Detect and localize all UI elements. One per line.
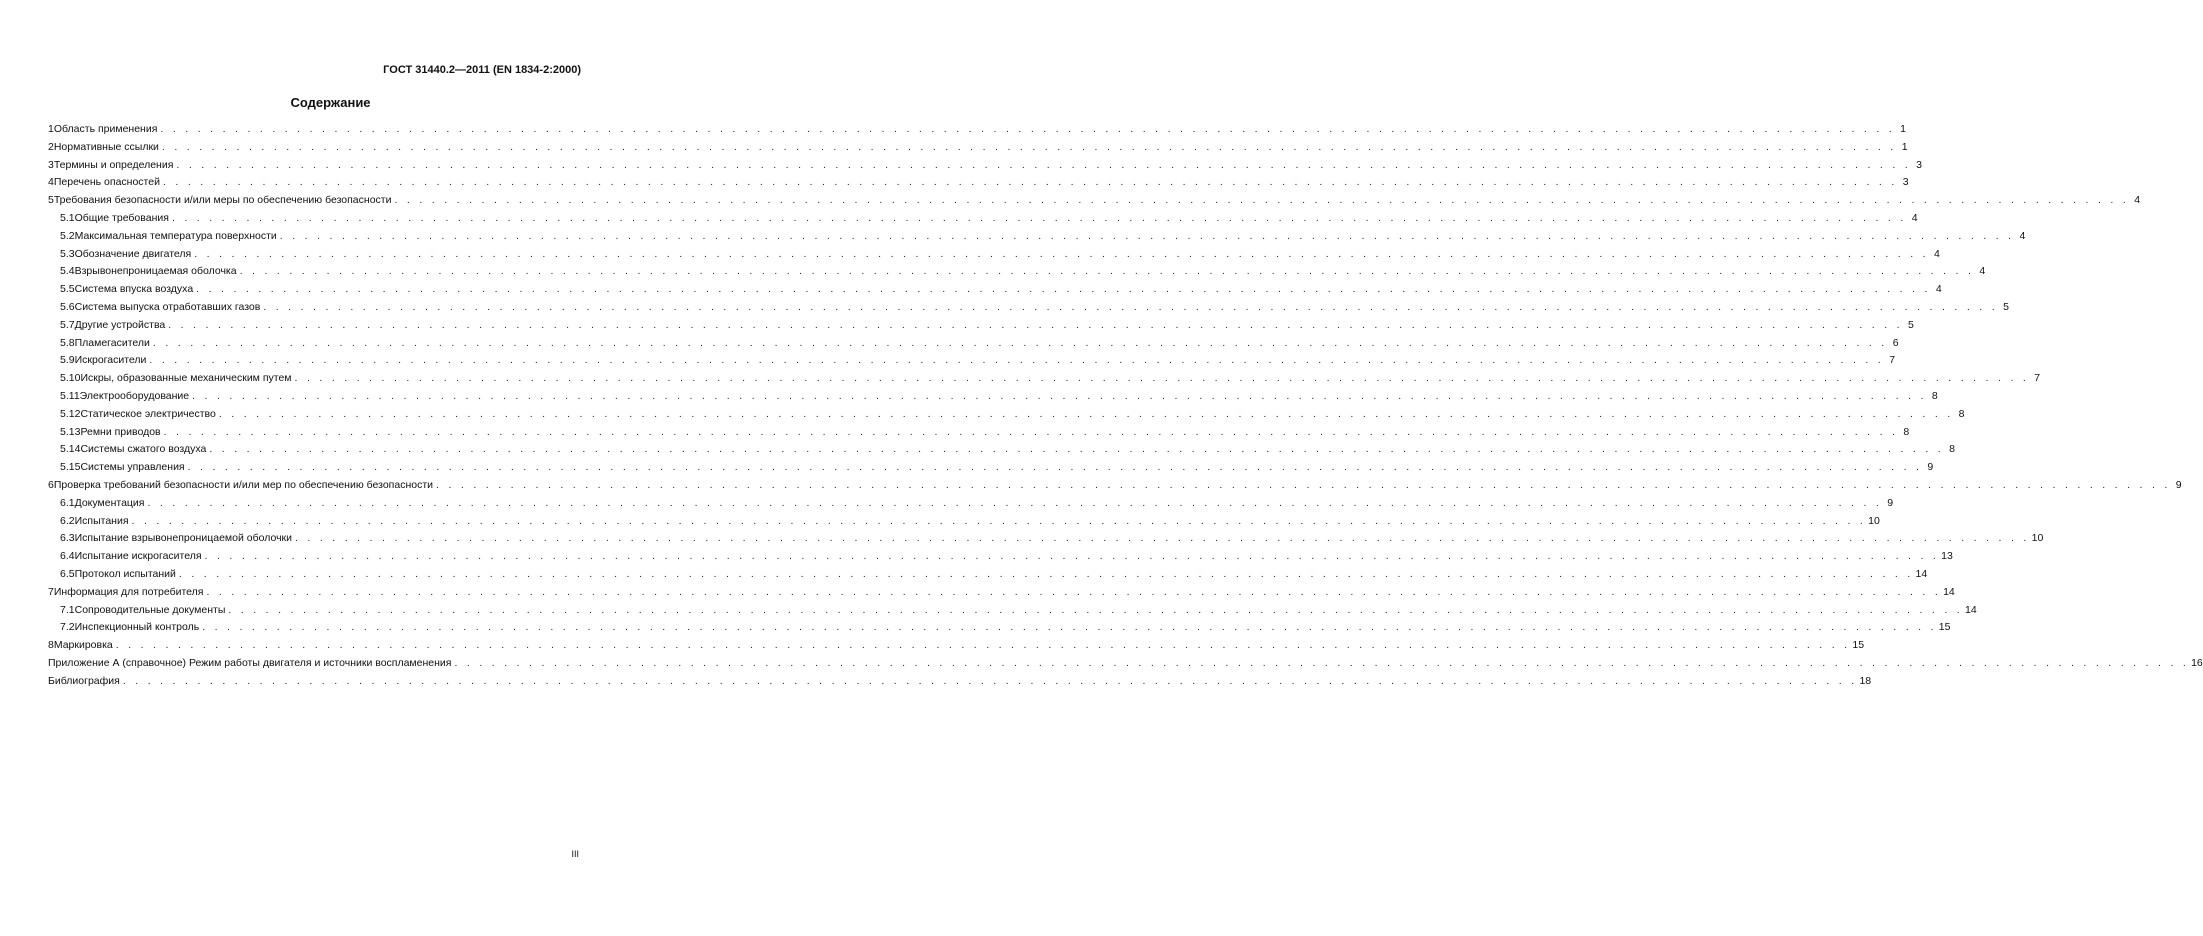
toc-entry[interactable] — [48, 352, 1896, 370]
toc-entry-title: Испытание искрогасителя — [74, 550, 202, 563]
toc-entry[interactable] — [48, 263, 1986, 281]
toc-entry-number: 5.9 — [60, 354, 75, 367]
toc-entry-title: Искрогасители — [74, 354, 147, 367]
toc-entry-number: 6.4 — [60, 550, 75, 563]
toc-entry-title: Другие устройства — [74, 318, 166, 331]
toc-entry[interactable] — [48, 370, 2041, 388]
toc-dot-leader: . . . . . . . . . . . . . . . . . . . . . . . . . . . . . . . . . . . . . . . . . . . . . . . . . . . . . . . . . . . . . . . . . . . . . . . . . . . . . . . . . . . . . . . . . . . . . . . . . . . . . . . . . . . . . . . . . . . . . . . . . . . . . . . . . . . . . . . . . . . . — [160, 123, 1896, 135]
toc-entry-number: 5.14 — [60, 443, 81, 456]
toc-entry-page: 10 — [1868, 514, 1880, 527]
toc-entry-page: 8 — [1931, 389, 1938, 402]
toc-entry-title: Инспекционный контроль — [74, 621, 200, 634]
toc-dot-leader: . . . . . . . . . . . . . . . . . . . . . . . . . . . . . . . . . . . . . . . . . . . . . . . . . . . . . . . . . . . . . . . . . . . . . . . . . . . . . . . . . . . . . . . . . . . . . . . . . . . . . . . . . . . . . . . . . . . . . . . . . . . . . . . . . . . . . . . . . . . . — [147, 496, 1883, 509]
toc-dot-leader: . . . . . . . . . . . . . . . . . . . . . . . . . . . . . . . . . . . . . . . . . . . . . . . . . . . . . . . . . . . . . . . . . . . . . . . . . . . . . . . . . . . . . . . . . . . . . . . . . . . . . . . . . . . . . . . . . . . . . . . . . . . . . . . . . . . . . . . . . . . . — [295, 532, 2030, 545]
toc-entry-page: 13 — [1941, 550, 1953, 563]
toc-entry-title: Область применения — [53, 123, 158, 135]
toc-dot-leader: . . . . . . . . . . . . . . . . . . . . . . . . . . . . . . . . . . . . . . . . . . . . . . . . . . . . . . . . . . . . . . . . . . . . . . . . . . . . . . . . . . . . . . . . . . . . . . . . . . . . . . . . . . . . . . . . . . . . . . . . . . . . . . . . . . . . . . . . . . . . — [131, 514, 1867, 527]
toc-entry-page: 16 — [2191, 656, 2203, 669]
toc-entry-title: Пламегасители — [74, 336, 150, 349]
toc-entry-page: 5 — [2003, 300, 2009, 313]
toc-entry-page: 4 — [1934, 247, 1940, 260]
toc-dot-leader: . . . . . . . . . . . . . . . . . . . . . . . . . . . . . . . . . . . . . . . . . . . . . . . . . . . . . . . . . . . . . . . . . . . . . . . . . . . . . . . . . . . . . . . . . . . . . . . . . . . . . . . . . . . . . . . . . . . . . . . . . . . . . . . . . . . . . . . . . . . . — [454, 656, 2190, 669]
toc-dot-leader: . . . . . . . . . . . . . . . . . . . . . . . . . . . . . . . . . . . . . . . . . . . . . . . . . . . . . . . . . . . . . . . . . . . . . . . . . . . . . . . . . . . . . . . . . . . . . . . . . . . . . . . . . . . . . . . . . . . . . . . . . . . . . . . . . . . . . . . . . . . . — [218, 407, 1954, 420]
toc-entry-page: 7 — [1889, 354, 1896, 367]
toc-entry[interactable] — [48, 459, 1934, 477]
toc-entry-number: 5.13 — [60, 425, 81, 438]
toc-entry-title: Система выпуска отработавших газов — [74, 300, 261, 313]
toc-entry[interactable] — [48, 424, 1910, 442]
toc-entry[interactable] — [48, 157, 1922, 175]
toc-dot-leader: . . . . . . . . . . . . . . . . . . . . . . . . . . . . . . . . . . . . . . . . . . . . . . . . . . . . . . . . . . . . . . . . . . . . . . . . . . . . . . . . . . . . . . . . . . . . . . . . . . . . . . . . . . . . . . . . . . . . . . . . . . . . . . . . . . . . . . . . . . . . — [122, 674, 1858, 687]
toc-entry-page: 4 — [2019, 229, 2026, 242]
toc-dot-leader: . . . . . . . . . . . . . . . . . . . . . . . . . . . . . . . . . . . . . . . . . . . . . . . . . . . . . . . . . . . . . . . . . . . . . . . . . . . . . . . . . . . . . . . . . . . . . . . . . . . . . . . . . . . . . . . . . . . . . . . . . . . . . . . . . . . . . . . . . . . . — [149, 354, 1885, 367]
toc-entry-title: Приложение А (справочное) Режим работы двигателя и источники воспламенения — [48, 656, 452, 669]
toc-entry[interactable] — [48, 441, 1955, 459]
toc-dot-leader: . . . . . . . . . . . . . . . . . . . . . . . . . . . . . . . . . . . . . . . . . . . . . . . . . . . . . . . . . . . . . . . . . . . . . . . . . . . . . . . . . . . . . . . . . . . . . . . . . . . . . . . . . . . . . . . . . . . . . . . . . . . . . . . . . . . . . . . . . . . . — [206, 585, 1942, 598]
toc-entry-number: 5.5 — [60, 283, 75, 296]
toc-dot-leader: . . . . . . . . . . . . . . . . . . . . . . . . . . . . . . . . . . . . . . . . . . . . . . . . . . . . . . . . . . . . . . . . . . . . . . . . . . . . . . . . . . . . . . . . . . . . . . . . . . . . . . . . . . . . . . . . . . . . . . . . . . . . . . . . . . . . . . . . . . . . — [202, 621, 1937, 634]
toc-entry-title: Документация — [74, 496, 145, 509]
toc-title: Содержание — [290, 95, 371, 110]
toc-entry-title: Перечень опасностей — [53, 176, 160, 189]
toc-dot-leader: . . . . . . . . . . . . . . . . . . . . . . . . . . . . . . . . . . . . . . . . . . . . . . . . . . . . . . . . . . . . . . . . . . . . . . . . . . . . . . . . . . . . . . . . . . . . . . . . . . . . . . . . . . . . . . . . . . . . . . . . . . . . . . . . . . . . . . . . . . . . — [294, 372, 2030, 385]
toc-entry-title: Термины и определения — [53, 158, 174, 171]
toc-entry-number: 8 — [48, 639, 54, 652]
toc-dot-leader: . . . . . . . . . . . . . . . . . . . . . . . . . . . . . . . . . . . . . . . . . . . . . . . . . . . . . . . . . . . . . . . . . . . . . . . . . . . . . . . . . . . . . . . . . . . . . . . . . . . . . . . . . . . . . . . . . . . . . . . . . . . . . . . . . . . . . . . . . . . . — [162, 176, 1898, 189]
toc-dot-leader: . . . . . . . . . . . . . . . . . . . . . . . . . . . . . . . . . . . . . . . . . . . . . . . . . . . . . . . . . . . . . . . . . . . . . . . . . . . . . . . . . . . . . . . . . . . . . . . . . . . . . . . . . . . . . . . . . . . . . . . . . . . . . . . . . . . . . . . . . . . . — [187, 461, 1923, 474]
toc-dot-leader: . . . . . . . . . . . . . . . . . . . . . . . . . . . . . . . . . . . . . . . . . . . . . . . . . . . . . . . . . . . . . . . . . . . . . . . . . . . . . . . . . . . . . . . . . . . . . . . . . . . . . . . . . . . . . . . . . . . . . . . . . . . . . . . . . . . . . . . . . . . . — [436, 478, 2171, 491]
toc-dot-leader: . . . . . . . . . . . . . . . . . . . . . . . . . . . . . . . . . . . . . . . . . . . . . . . . . . . . . . . . . . . . . . . . . . . . . . . . . . . . . . . . . . . . . . . . . . . . . . . . . . . . . . . . . . . . . . . . . . . . . . . . . . . . . . . . . . . . . . . . . . . . — [196, 283, 1931, 296]
toc-entry-page: 14 — [1964, 603, 1977, 616]
toc-entry-number: 5 — [48, 194, 54, 207]
toc-entry-number: 6.5 — [60, 567, 75, 580]
toc-dot-leader: . . . . . . . . . . . . . . . . . . . . . . . . . . . . . . . . . . . . . . . . . . . . . . . . . . . . . . . . . . . . . . . . . . . . . . . . . . . . . . . . . . . . . . . . . . . . . . . . . . . . . . . . . . . . . . . . . . . . . . . . . . . . . . . . . . . . . . . . . . . . — [168, 318, 1903, 331]
toc-entry-page: 14 — [1943, 585, 1955, 598]
toc-entry-title: Нормативные ссылки — [53, 140, 159, 153]
toc-entry-number: 5.6 — [60, 300, 75, 313]
toc-entry[interactable] — [48, 246, 1940, 264]
toc-entry-title: Общие требования — [74, 211, 169, 224]
toc-dot-leader: . . . . . . . . . . . . . . . . . . . . . . . . . . . . . . . . . . . . . . . . . . . . . . . . . . . . . . . . . . . . . . . . . . . . . . . . . . . . . . . . . . . . . . . . . . . . . . . . . . . . . . . . . . . . . . . . . . . . . . . . . . . . . . . . . . . . . . . . . . . . — [209, 443, 1944, 456]
toc-dot-leader: . . . . . . . . . . . . . . . . . . . . . . . . . . . . . . . . . . . . . . . . . . . . . . . . . . . . . . . . . . . . . . . . . . . . . . . . . . . . . . . . . . . . . . . . . . . . . . . . . . . . . . . . . . . . . . . . . . . . . . . . . . . . . . . . . . . . . . . . . . . . — [163, 425, 1899, 438]
toc-entry-number: 3 — [48, 158, 54, 171]
toc-entry[interactable] — [48, 566, 1928, 584]
toc-entry-title: Сопроводительные документы — [74, 603, 226, 616]
toc-dot-leader: . . . . . . . . . . . . . . . . . . . . . . . . . . . . . . . . . . . . . . . . . . . . . . . . . . . . . . . . . . . . . . . . . . . . . . . . . . . . . . . . . . . . . . . . . . . . . . . . . . . . . . . . . . . . . . . . . . . . . . . . . . . . . . . . . . . . . . . . . . . . — [192, 389, 1927, 402]
toc-entry-page: 15 — [1938, 621, 1951, 634]
toc-entry[interactable] — [48, 174, 1909, 192]
toc-entry-number: 4 — [48, 176, 54, 189]
toc-entry-number: 5.4 — [60, 265, 75, 278]
table-of-contents — [48, 121, 2203, 691]
toc-dot-leader: . . . . . . . . . . . . . . . . . . . . . . . . . . . . . . . . . . . . . . . . . . . . . . . . . . . . . . . . . . . . . . . . . . . . . . . . . . . . . . . . . . . . . . . . . . . . . . . . . . . . . . . . . . . . . . . . . . . . . . . . . . . . . . . . . . . . . . . . . . . . — [115, 639, 1851, 652]
toc-entry-page: 7 — [2034, 372, 2041, 385]
toc-entry-page: 8 — [1903, 425, 1910, 438]
toc-entry-page: 1 — [1901, 140, 1908, 153]
toc-entry-number: 1 — [48, 123, 54, 135]
toc-entry[interactable] — [48, 655, 2203, 673]
toc-entry-title: Взрывонепроницаемая оболочка — [74, 265, 237, 278]
toc-entry[interactable] — [48, 388, 1938, 406]
toc-entry-number: 5.15 — [60, 461, 81, 474]
toc-entry-title: Система впуска воздуха — [74, 283, 194, 296]
toc-entry-number: 5.7 — [60, 318, 75, 331]
toc-entry[interactable] — [48, 673, 1872, 691]
toc-entry-number: 2 — [48, 140, 54, 153]
toc-dot-leader: . . . . . . . . . . . . . . . . . . . . . . . . . . . . . . . . . . . . . . . . . . . . . . . . . . . . . . . . . . . . . . . . . . . . . . . . . . . . . . . . . . . . . . . . . . . . . . . . . . . . . . . . . . . . . . . . . . . . . . . . . . . . . . . . . . . . . . . . . . . . — [279, 229, 2015, 242]
toc-entry-number: 6 — [48, 478, 54, 491]
toc-dot-leader: . . . . . . . . . . . . . . . . . . . . . . . . . . . . . . . . . . . . . . . . . . . . . . . . . . . . . . . . . . . . . . . . . . . . . . . . . . . . . . . . . . . . . . . . . . . . . . . . . . . . . . . . . . . . . . . . . . . . . . . . . . . . . . . . . . . . . . . . . . . . — [394, 194, 2130, 207]
toc-entry-page: 18 — [1859, 674, 1872, 687]
toc-entry[interactable] — [48, 513, 1880, 531]
toc-entry-number: 5.10 — [60, 372, 81, 385]
toc-entry-title: Максимальная температура поверхности — [74, 229, 277, 242]
toc-entry-page: 9 — [1927, 461, 1934, 474]
toc-entry[interactable] — [48, 637, 1865, 655]
toc-entry[interactable] — [48, 121, 1907, 139]
toc-dot-leader: . . . . . . . . . . . . . . . . . . . . . . . . . . . . . . . . . . . . . . . . . . . . . . . . . . . . . . . . . . . . . . . . . . . . . . . . . . . . . . . . . . . . . . . . . . . . . . . . . . . . . . . . . . . . . . . . . . . . . . . . . . . . . . . . . . . . . . . . . . . . — [204, 550, 1940, 563]
toc-dot-leader: . . . . . . . . . . . . . . . . . . . . . . . . . . . . . . . . . . . . . . . . . . . . . . . . . . . . . . . . . . . . . . . . . . . . . . . . . . . . . . . . . . . . . . . . . . . . . . . . . . . . . . . . . . . . . . . . . . . . . . . . . . . . . . . . . . . . . . . . . . . . — [152, 336, 1888, 349]
toc-dot-leader: . . . . . . . . . . . . . . . . . . . . . . . . . . . . . . . . . . . . . . . . . . . . . . . . . . . . . . . . . . . . . . . . . . . . . . . . . . . . . . . . . . . . . . . . . . . . . . . . . . . . . . . . . . . . . . . . . . . . . . . . . . . . . . . . . . . . . . . . . . . . — [161, 140, 1897, 153]
toc-dot-leader: . . . . . . . . . . . . . . . . . . . . . . . . . . . . . . . . . . . . . . . . . . . . . . . . . . . . . . . . . . . . . . . . . . . . . . . . . . . . . . . . . . . . . . . . . . . . . . . . . . . . . . . . . . . . . . . . . . . . . . . . . . . . . . . . . . . . . . . . . . . . — [178, 567, 1914, 580]
toc-entry[interactable] — [48, 192, 2141, 210]
toc-entry[interactable] — [48, 548, 1953, 566]
toc-entry-number: 7 — [48, 585, 54, 598]
toc-entry-title: Маркировка — [53, 639, 113, 652]
toc-entry-number: 5.3 — [60, 247, 75, 260]
toc-entry-title: Испытания — [74, 514, 129, 527]
toc-entry-number: 7.2 — [60, 621, 75, 634]
toc-entry[interactable] — [48, 317, 1914, 335]
toc-entry[interactable] — [48, 602, 1977, 620]
toc-entry-page: 8 — [1949, 443, 1955, 456]
toc-entry-page: 4 — [1911, 211, 1918, 224]
toc-entry-page: 3 — [1902, 176, 1909, 189]
toc-entry-number: 5.8 — [60, 336, 75, 349]
toc-entry-number: 5.2 — [60, 229, 75, 242]
toc-entry-page: 1 — [1900, 123, 1907, 135]
toc-entry-title: Информация для потребителя — [53, 585, 204, 598]
toc-entry-title: Требования безопасности и/или меры по обеспечению безопасности — [53, 194, 392, 207]
toc-entry-page: 5 — [1908, 318, 1914, 331]
toc-dot-leader: . . . . . . . . . . . . . . . . . . . . . . . . . . . . . . . . . . . . . . . . . . . . . . . . . . . . . . . . . . . . . . . . . . . . . . . . . . . . . . . . . . . . . . . . . . . . . . . . . . . . . . . . . . . . . . . . . . . . . . . . . . . . . . . . . . . . . . . . . . . . — [194, 247, 1929, 260]
toc-dot-leader: . . . . . . . . . . . . . . . . . . . . . . . . . . . . . . . . . . . . . . . . . . . . . . . . . . . . . . . . . . . . . . . . . . . . . . . . . . . . . . . . . . . . . . . . . . . . . . . . . . . . . . . . . . . . . . . . . . . . . . . . . . . . . . . . . . . . . . . . . . . . — [263, 300, 1998, 313]
toc-entry-page: 14 — [1915, 567, 1928, 580]
toc-dot-leader: . . . . . . . . . . . . . . . . . . . . . . . . . . . . . . . . . . . . . . . . . . . . . . . . . . . . . . . . . . . . . . . . . . . . . . . . . . . . . . . . . . . . . . . . . . . . . . . . . . . . . . . . . . . . . . . . . . . . . . . . . . . . . . . . . . . . . . . . . . . . — [228, 603, 1963, 616]
toc-entry-number: 5.12 — [60, 407, 81, 420]
toc-entry-number: 5.1 — [60, 211, 75, 224]
document-code: ГОСТ 31440.2—2011 (EN 1834-2:2000) — [383, 64, 581, 76]
toc-entry[interactable] — [48, 584, 1955, 602]
toc-entry-number: 7.1 — [60, 603, 75, 616]
toc-entry-number: 6.2 — [60, 514, 75, 527]
toc-entry-title: Библиография — [48, 674, 120, 687]
toc-entry-number: 5.11 — [60, 389, 80, 402]
toc-entry[interactable] — [48, 335, 1899, 353]
toc-entry-page: 4 — [1979, 265, 1986, 278]
toc-entry-title: Испытание взрывонепроницаемой оболочки — [74, 532, 292, 545]
toc-entry[interactable] — [48, 530, 2044, 548]
toc-entry-page: 9 — [2175, 478, 2182, 491]
toc-entry-page: 4 — [2134, 194, 2141, 207]
toc-entry-page: 3 — [1916, 158, 1922, 171]
toc-dot-leader: . . . . . . . . . . . . . . . . . . . . . . . . . . . . . . . . . . . . . . . . . . . . . . . . . . . . . . . . . . . . . . . . . . . . . . . . . . . . . . . . . . . . . . . . . . . . . . . . . . . . . . . . . . . . . . . . . . . . . . . . . . . . . . . . . . . . . . . . . . . . — [176, 158, 1911, 171]
toc-entry-title: Протокол испытаний — [74, 567, 176, 580]
toc-entry-page: 9 — [1887, 496, 1894, 509]
toc-entry-number: 6.3 — [60, 532, 75, 545]
toc-entry-page: 6 — [1892, 336, 1899, 349]
page-number: III — [571, 849, 579, 859]
toc-entry[interactable] — [48, 495, 1894, 513]
toc-entry[interactable] — [48, 281, 1942, 299]
toc-entry[interactable] — [48, 477, 2182, 495]
toc-dot-leader: . . . . . . . . . . . . . . . . . . . . . . . . . . . . . . . . . . . . . . . . . . . . . . . . . . . . . . . . . . . . . . . . . . . . . . . . . . . . . . . . . . . . . . . . . . . . . . . . . . . . . . . . . . . . . . . . . . . . . . . . . . . . . . . . . . . . . . . . . . . . — [239, 265, 1975, 278]
toc-entry[interactable] — [48, 210, 1918, 228]
toc-entry-title: Системы сжатого воздуха — [80, 443, 207, 456]
toc-dot-leader: . . . . . . . . . . . . . . . . . . . . . . . . . . . . . . . . . . . . . . . . . . . . . . . . . . . . . . . . . . . . . . . . . . . . . . . . . . . . . . . . . . . . . . . . . . . . . . . . . . . . . . . . . . . . . . . . . . . . . . . . . . . . . . . . . . . . . . . . . . . . — [171, 211, 1907, 224]
toc-entry-title: Ремни приводов — [80, 425, 161, 438]
toc-entry-title: Статическое электричество — [80, 407, 216, 420]
toc-entry-title: Обозначение двигателя — [74, 247, 192, 260]
toc-entry[interactable] — [48, 299, 2009, 317]
toc-entry-title: Электрооборудование — [79, 389, 190, 402]
toc-entry-title: Системы управления — [80, 461, 185, 474]
toc-entry-page: 4 — [1935, 283, 1942, 296]
toc-entry[interactable] — [48, 228, 2026, 246]
toc-entry-number: 6.1 — [60, 496, 75, 509]
toc-entry-page: 15 — [1852, 639, 1865, 652]
toc-entry[interactable] — [48, 406, 1965, 424]
toc-entry-page: 8 — [1958, 407, 1965, 420]
toc-entry-title: Проверка требований безопасности и/или мер по обеспечению безопасности — [53, 478, 434, 491]
toc-entry-title: Искры, образованные механическим путем — [80, 372, 292, 385]
toc-entry[interactable] — [48, 139, 1908, 157]
toc-entry[interactable] — [48, 619, 1951, 637]
toc-entry-page: 10 — [2031, 532, 2044, 545]
